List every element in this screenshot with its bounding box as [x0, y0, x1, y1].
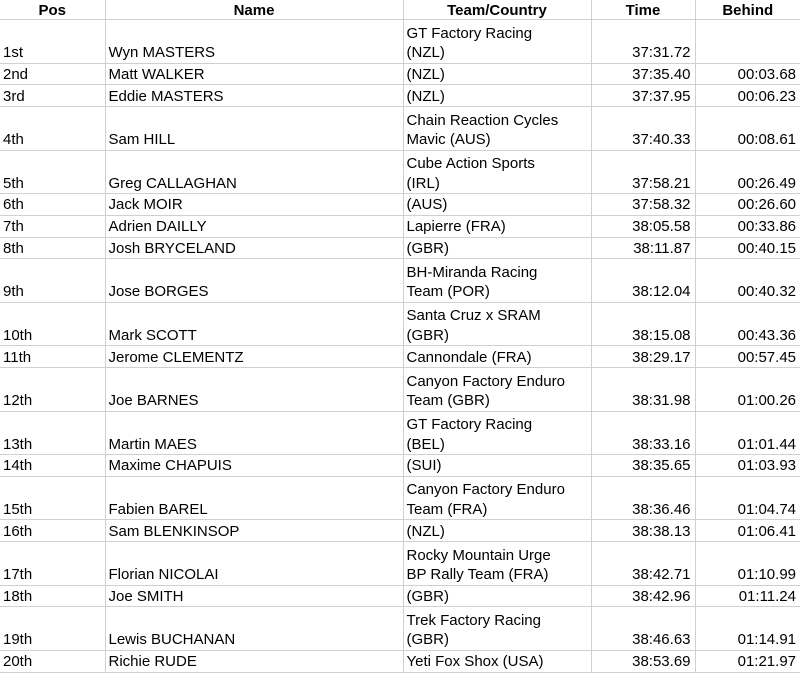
cell-name: Joe SMITH	[105, 585, 403, 607]
table-row	[0, 411, 800, 455]
cell-pos: 5th	[0, 150, 105, 194]
cell-pos: 8th	[0, 237, 105, 259]
table-row	[0, 520, 800, 542]
cell-pos: 14th	[0, 455, 105, 477]
header-time: Time	[591, 0, 695, 20]
cell-behind: 01:06.41	[695, 520, 800, 542]
team-line: (AUS)	[406, 196, 448, 214]
team-line: Team (POR)	[406, 283, 490, 301]
cell-time: 38:12.04	[591, 259, 695, 303]
cell-team	[403, 107, 591, 151]
table-row	[0, 455, 800, 477]
table-row	[0, 85, 800, 107]
cell-behind: 01:14.91	[695, 607, 800, 651]
cell-pos: 17th	[0, 542, 105, 586]
cell-name: Adrien DAILLY	[105, 215, 403, 237]
cell-pos: 12th	[0, 368, 105, 412]
cell-name: Martin MAES	[105, 411, 403, 455]
team-line: (SUI)	[406, 457, 442, 475]
cell-pos: 16th	[0, 520, 105, 542]
team-line: Cube Action Sports	[406, 155, 535, 172]
team-line: (NZL)	[406, 44, 445, 61]
cell-team	[403, 650, 591, 672]
cell-time: 38:31.98	[591, 368, 695, 412]
table-row	[0, 215, 800, 237]
team-line: (NZL)	[406, 65, 445, 83]
cell-time: 37:35.40	[591, 63, 695, 85]
cell-name: Mark SCOTT	[105, 302, 403, 346]
cell-time: 38:33.16	[591, 411, 695, 455]
cell-name: Jack MOIR	[105, 194, 403, 216]
table-header	[0, 0, 800, 20]
cell-behind: 01:04.74	[695, 476, 800, 520]
table-row	[0, 63, 800, 85]
cell-team	[403, 476, 591, 520]
cell-name: Maxime CHAPUIS	[105, 455, 403, 477]
team-line: Team (GBR)	[406, 392, 490, 409]
cell-behind: 00:57.45	[695, 346, 800, 368]
team-line: (NZL)	[406, 522, 445, 540]
cell-name: Florian NICOLAI	[105, 542, 403, 586]
cell-time: 38:38.13	[591, 520, 695, 542]
team-line: Trek Factory Racing	[406, 611, 541, 629]
team-line: (NZL)	[406, 87, 445, 105]
cell-team	[403, 150, 591, 194]
team-line: (GBR)	[406, 239, 449, 257]
cell-pos: 20th	[0, 650, 105, 672]
header-name: Name	[105, 0, 403, 20]
table-row	[0, 107, 800, 151]
cell-behind: 01:00.26	[695, 368, 800, 412]
team-line: Lapierre (FRA)	[406, 218, 506, 235]
team-line: Santa Cruz x SRAM	[406, 307, 541, 325]
cell-pos: 4th	[0, 107, 105, 151]
cell-pos: 7th	[0, 215, 105, 237]
cell-name: Greg CALLAGHAN	[105, 150, 403, 194]
cell-time: 38:36.46	[591, 476, 695, 520]
cell-behind	[695, 20, 800, 64]
table-row	[0, 194, 800, 216]
cell-name: Sam HILL	[105, 107, 403, 151]
table-row	[0, 476, 800, 520]
cell-behind: 01:03.93	[695, 455, 800, 477]
cell-behind: 00:26.60	[695, 194, 800, 216]
cell-time: 38:53.69	[591, 650, 695, 672]
cell-pos: 3rd	[0, 85, 105, 107]
team-line: Canyon Factory Enduro	[406, 481, 565, 499]
cell-team	[403, 520, 591, 542]
cell-team	[403, 215, 591, 237]
cell-name: Eddie MASTERS	[105, 85, 403, 107]
table-row	[0, 302, 800, 346]
cell-team	[403, 455, 591, 477]
team-line: (IRL)	[406, 174, 440, 192]
cell-time: 38:05.58	[591, 215, 695, 237]
cell-behind: 00:06.23	[695, 85, 800, 107]
cell-time: 38:29.17	[591, 346, 695, 368]
team-line: Chain Reaction Cycles	[406, 111, 559, 129]
table-row	[0, 259, 800, 303]
cell-name: Sam BLENKINSOP	[105, 520, 403, 542]
table-row	[0, 650, 800, 672]
cell-pos: 19th	[0, 607, 105, 651]
team-line: BH-Miranda Racing	[406, 263, 538, 281]
cell-behind: 01:11.24	[695, 585, 800, 607]
table-row	[0, 585, 800, 607]
cell-name: Joe BARNES	[105, 368, 403, 412]
cell-team	[403, 607, 591, 651]
cell-time: 37:31.72	[591, 20, 695, 64]
table-row	[0, 150, 800, 194]
team-line: Cannondale (FRA)	[406, 348, 532, 366]
table-body	[0, 20, 800, 673]
cell-time: 38:11.87	[591, 237, 695, 259]
team-line: Team (FRA)	[406, 500, 488, 518]
team-line: Yeti Fox Shox (USA)	[406, 653, 544, 670]
cell-team	[403, 411, 591, 455]
cell-team	[403, 302, 591, 346]
cell-behind: 00:33.86	[695, 215, 800, 237]
cell-team	[403, 259, 591, 303]
cell-pos: 10th	[0, 302, 105, 346]
cell-pos: 13th	[0, 411, 105, 455]
cell-time: 37:37.95	[591, 85, 695, 107]
cell-behind: 00:08.61	[695, 107, 800, 151]
cell-pos: 18th	[0, 585, 105, 607]
team-line: Canyon Factory Enduro	[406, 372, 565, 390]
cell-name: Richie RUDE	[105, 650, 403, 672]
cell-time: 37:40.33	[591, 107, 695, 151]
table-row	[0, 20, 800, 64]
team-line: GT Factory Racing	[406, 416, 533, 433]
cell-team	[403, 346, 591, 368]
table-row	[0, 346, 800, 368]
header-row	[0, 0, 800, 20]
table-row	[0, 607, 800, 651]
table-row	[0, 368, 800, 412]
cell-name: Jerome CLEMENTZ	[105, 346, 403, 368]
cell-team	[403, 85, 591, 107]
cell-name: Wyn MASTERS	[105, 20, 403, 64]
cell-time: 38:15.08	[591, 302, 695, 346]
cell-name: Lewis BUCHANAN	[105, 607, 403, 651]
cell-behind: 00:03.68	[695, 63, 800, 85]
cell-pos: 2nd	[0, 63, 105, 85]
cell-name: Jose BORGES	[105, 259, 403, 303]
cell-team	[403, 542, 591, 586]
cell-time: 37:58.21	[591, 150, 695, 194]
cell-time: 38:42.96	[591, 585, 695, 607]
cell-team	[403, 368, 591, 412]
cell-pos: 1st	[0, 20, 105, 64]
header-behind: Behind	[695, 0, 800, 20]
header-pos: Pos	[0, 0, 105, 20]
cell-behind: 00:43.36	[695, 302, 800, 346]
cell-team	[403, 237, 591, 259]
team-line: GT Factory Racing	[406, 24, 533, 42]
team-line: Mavic (AUS)	[406, 131, 491, 148]
team-line: (GBR)	[406, 587, 449, 605]
cell-behind: 00:40.32	[695, 259, 800, 303]
cell-name: Josh BRYCELAND	[105, 237, 403, 259]
header-team: Team/Country	[403, 0, 591, 20]
cell-team	[403, 63, 591, 85]
cell-time: 38:35.65	[591, 455, 695, 477]
cell-behind: 01:21.97	[695, 650, 800, 672]
cell-behind: 00:40.15	[695, 237, 800, 259]
cell-behind: 01:10.99	[695, 542, 800, 586]
cell-team	[403, 585, 591, 607]
cell-behind: 01:01.44	[695, 411, 800, 455]
team-line: Rocky Mountain Urge	[406, 546, 551, 564]
team-line: (BEL)	[406, 435, 445, 453]
cell-team	[403, 20, 591, 64]
team-line: BP Rally Team (FRA)	[406, 566, 549, 583]
cell-pos: 15th	[0, 476, 105, 520]
cell-time: 38:46.63	[591, 607, 695, 651]
cell-team	[403, 194, 591, 216]
cell-time: 38:42.71	[591, 542, 695, 586]
table-row	[0, 542, 800, 586]
team-line: (GBR)	[406, 631, 449, 649]
cell-name: Matt WALKER	[105, 63, 403, 85]
cell-name: Fabien BAREL	[105, 476, 403, 520]
cell-time: 37:58.32	[591, 194, 695, 216]
cell-pos: 11th	[0, 346, 105, 368]
cell-pos: 6th	[0, 194, 105, 216]
table-row	[0, 237, 800, 259]
team-line: (GBR)	[406, 326, 449, 344]
cell-pos: 9th	[0, 259, 105, 303]
cell-behind: 00:26.49	[695, 150, 800, 194]
